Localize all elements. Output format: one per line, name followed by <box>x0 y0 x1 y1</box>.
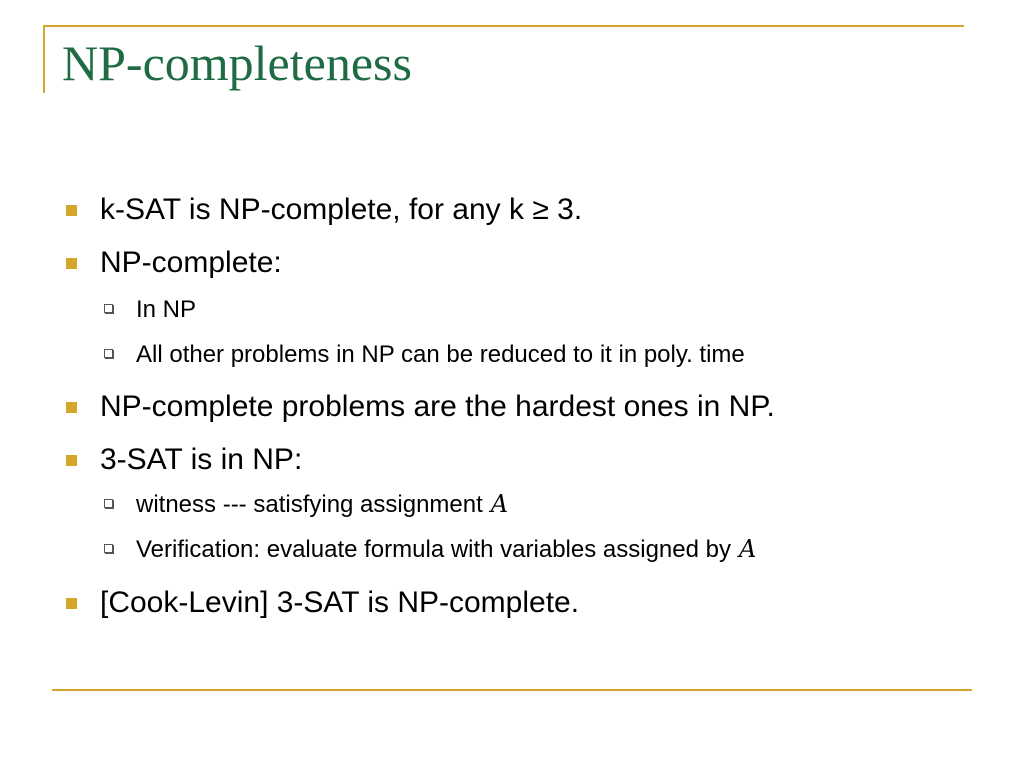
bullet-item <box>66 246 282 280</box>
assignment-symbol: A <box>490 490 509 518</box>
bullet-text: k-SAT is NP-complete, for any k ≥ 3. <box>100 193 583 226</box>
sub-bullet-item <box>104 341 745 369</box>
sub-bullet-text: Verification: evaluate formula with variables assigned by <box>136 536 731 563</box>
square-bullet-icon <box>66 258 77 269</box>
bullet-item <box>66 586 579 620</box>
slide-title: NP-completeness <box>62 35 412 91</box>
sub-bullet-item <box>104 296 196 324</box>
hollow-square-bullet-icon <box>104 304 113 313</box>
hollow-square-bullet-icon <box>104 544 113 553</box>
bullet-item <box>66 390 775 424</box>
sub-bullet-item <box>104 535 756 564</box>
bullet-text: NP-complete: <box>100 246 282 279</box>
hollow-square-bullet-icon <box>104 349 113 358</box>
bullet-text: NP-complete problems are the hardest ones in NP. <box>100 390 775 423</box>
square-bullet-icon <box>66 402 77 413</box>
bullet-item <box>66 193 582 227</box>
bullet-text: [Cook-Levin] 3-SAT is NP-complete. <box>100 586 580 619</box>
sub-bullet-item <box>104 490 508 519</box>
bullet-text: 3-SAT is in NP: <box>100 443 303 476</box>
sub-bullet-text: All other problems in NP can be reduced to it in poly. time <box>136 341 745 368</box>
square-bullet-icon <box>66 455 77 466</box>
hollow-square-bullet-icon <box>104 499 113 508</box>
bullet-item <box>66 443 302 477</box>
square-bullet-icon <box>66 598 77 609</box>
assignment-symbol: A <box>738 535 757 563</box>
square-bullet-icon <box>66 205 77 216</box>
sub-bullet-text: In NP <box>136 296 197 323</box>
sub-bullet-text: witness --- satisfying assignment <box>136 491 483 518</box>
